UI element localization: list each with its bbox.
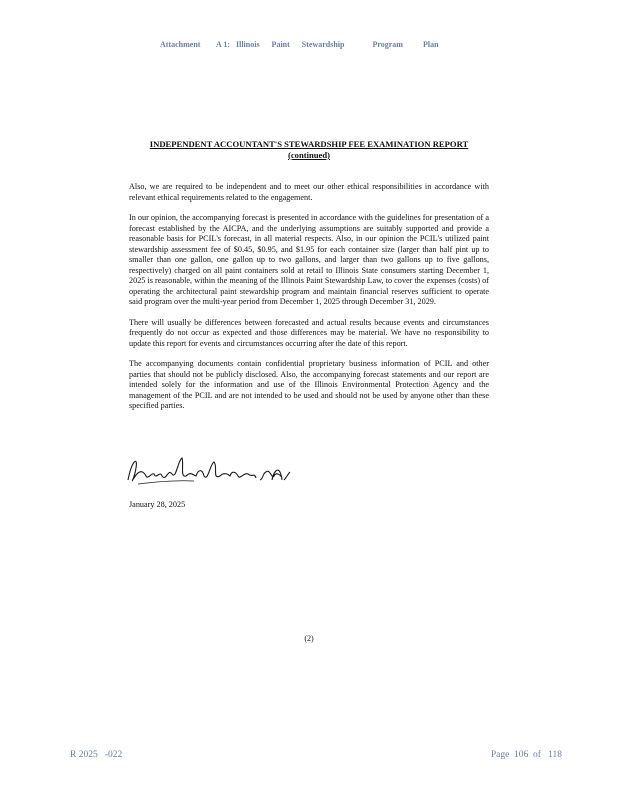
paragraph-differences: There will usually be differences between forecasted and actual results because events and circumstances frequently do not occur as expected and those differences may be material. We have no responsibility to update this report for events and circumstances occurring after the date of this report.: [129, 317, 489, 348]
handwritten-signature: [124, 450, 294, 490]
document-number: R 2025 -022: [70, 750, 123, 760]
page-marker: (2): [304, 634, 314, 643]
page-counter: Page 106 of 118: [490, 750, 562, 760]
paragraph-opinion: In our opinion, the accompanying forecast is presented in accordance with the guidelines for presentation of a forecast established by the AICPA, and the underlying assumptions are suitably supported and provide a reasonable basis for PCIL's forecast, in all material respects. Also, in our opinion the PCIL's utilized paint stewardship assessment fee of $0.45, $0.95, and $1.95 for each container size (larger than half pint up to smaller than one gallon, one gallon up to two gallons, and larger than two gallons up to five gallons, respectively) charged on all paint containers sold at retail to Illinois State consumers starting December 1, 2025 is reasonable, within the meaning of the Illinois Paint Stewardship Law, to cover the expenses (costs) of operating the architectural paint stewardship program and maintain financial reserves sufficient to operate said program over the multi-year period from December 1, 2025 through December 31, 2029.: [129, 213, 489, 306]
report-title: INDEPENDENT ACCOUNTANT'S STEWARDSHIP FEE EXAMINATION REPORT: [149, 139, 469, 149]
report-subtitle: (continued): [287, 150, 331, 160]
paragraph-independence: Also, we are required to be independent and to meet our other ethical responsibilities in accordance with relevant ethical requirements related to the engagement.: [129, 182, 489, 202]
report-date: January 28, 2025: [129, 500, 186, 509]
attachment-header: Attachment A 1: Illinois Paint Stewardship Program Plan: [160, 40, 439, 49]
report-title-block: [0, 139, 618, 161]
report-body: [129, 182, 489, 422]
paragraph-confidentiality: The accompanying documents contain confidential proprietary business information of PCIL and other parties that should not be publicly disclosed. Also, the accompanying forecast statements and our report are intended solely for the information and use of the Illinois Environmental Protection Agency and the management of the PCIL and are not intended to be used and should not be used by anyone other than these specified parties.: [129, 359, 489, 410]
